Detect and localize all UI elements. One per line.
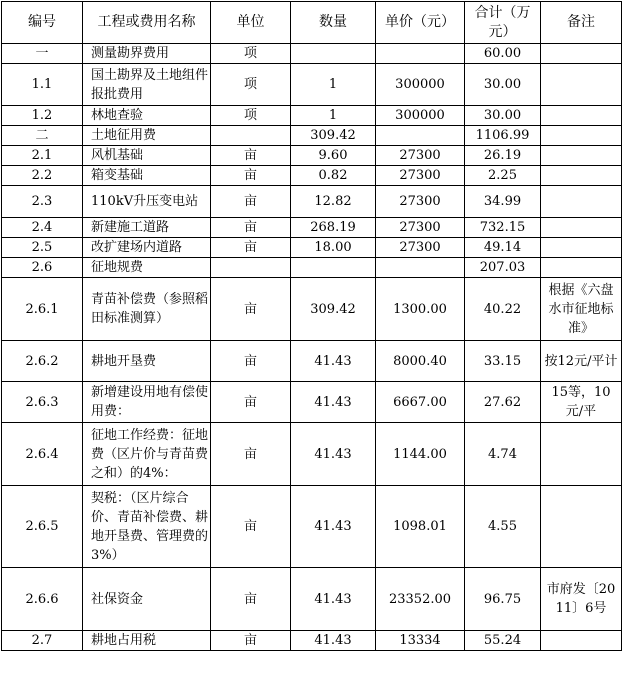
cell-note [541,64,622,106]
cell-qty [291,258,376,278]
cell-unit: 亩 [211,278,291,341]
cell-unit: 亩 [211,486,291,568]
header-qty: 数量 [291,2,376,44]
table-body [2,2,622,651]
table-row [2,126,622,146]
cell-price: 13334 [376,631,465,651]
cell-no: 2.6 [2,258,83,278]
cost-table [1,1,622,651]
cell-name: 测量勘界费用 [83,44,211,64]
cell-price: 8000.40 [376,341,465,382]
cell-note [541,146,622,166]
table-row [2,278,622,341]
table-row [2,166,622,186]
cell-price: 23352.00 [376,568,465,631]
cell-name: 新建施工道路 [83,218,211,238]
table-row [2,382,622,423]
cell-name: 改扩建场内道路 [83,238,211,258]
cell-note: 按12元/平计 [541,341,622,382]
cell-price: 27300 [376,218,465,238]
cell-name: 耕地占用税 [83,631,211,651]
cell-qty: 309.42 [291,126,376,146]
cell-price: 6667.00 [376,382,465,423]
cell-name: 林地查验 [83,106,211,126]
cell-qty: 41.43 [291,486,376,568]
table-row [2,423,622,486]
cell-price: 300000 [376,106,465,126]
header-unit: 单位 [211,2,291,44]
cell-name: 110kV升压变电站 [83,186,211,218]
header-row [2,2,622,44]
cell-price: 27300 [376,186,465,218]
cell-price: 27300 [376,238,465,258]
cell-unit: 亩 [211,568,291,631]
cell-price [376,258,465,278]
cell-qty: 41.43 [291,382,376,423]
cell-qty: 41.43 [291,341,376,382]
cell-no: 2.6.1 [2,278,83,341]
cell-unit [211,126,291,146]
cell-no: 2.6.5 [2,486,83,568]
table-row [2,486,622,568]
cell-total: 49.14 [465,238,541,258]
cell-price: 27300 [376,166,465,186]
cell-qty: 1 [291,106,376,126]
cell-name: 社保资金 [83,568,211,631]
cell-no: 2.2 [2,166,83,186]
header-no: 编号 [2,2,83,44]
cell-note: 15等，10元/平 [541,382,622,423]
cell-qty: 1 [291,64,376,106]
cell-total: 34.99 [465,186,541,218]
table-row [2,64,622,106]
cell-unit: 亩 [211,238,291,258]
cell-unit: 亩 [211,218,291,238]
cell-unit: 亩 [211,382,291,423]
cell-no: 2.5 [2,238,83,258]
cell-unit: 项 [211,44,291,64]
cell-qty: 18.00 [291,238,376,258]
cell-total: 1106.99 [465,126,541,146]
cell-no: 2.6.3 [2,382,83,423]
table-row [2,258,622,278]
cell-name: 风机基础 [83,146,211,166]
cell-total: 4.55 [465,486,541,568]
cell-qty: 9.60 [291,146,376,166]
cell-name: 征地工作经费：征地费（区片价与青苗费之和）的4%： [83,423,211,486]
cell-qty: 12.82 [291,186,376,218]
cell-note: 市府发〔2011〕6号 [541,568,622,631]
table-row [2,218,622,238]
cell-note [541,486,622,568]
cell-name: 耕地开垦费 [83,341,211,382]
cell-name: 新增建设用地有偿使用费： [83,382,211,423]
cell-unit [211,258,291,278]
cell-note [541,106,622,126]
cell-qty: 41.43 [291,423,376,486]
table-row [2,146,622,166]
table-row [2,341,622,382]
table-row [2,186,622,218]
cell-no: 2.6.4 [2,423,83,486]
cell-price: 1300.00 [376,278,465,341]
cell-price [376,44,465,64]
cell-total: 40.22 [465,278,541,341]
cell-qty: 268.19 [291,218,376,238]
cell-note: 根据《六盘水市征地标准》 [541,278,622,341]
cell-unit: 亩 [211,341,291,382]
cell-price: 27300 [376,146,465,166]
cell-name: 征地规费 [83,258,211,278]
cell-name: 国土勘界及土地组件报批费用 [83,64,211,106]
cell-note [541,238,622,258]
cell-note [541,258,622,278]
cell-no: 2.1 [2,146,83,166]
cell-total: 33.15 [465,341,541,382]
cell-price: 300000 [376,64,465,106]
cell-qty: 309.42 [291,278,376,341]
header-price: 单价（元） [376,2,465,44]
cell-total: 27.62 [465,382,541,423]
cell-price: 1144.00 [376,423,465,486]
cell-price [376,126,465,146]
cell-total: 26.19 [465,146,541,166]
cell-unit: 项 [211,106,291,126]
cell-note [541,631,622,651]
cell-no: 一 [2,44,83,64]
cell-qty [291,44,376,64]
cell-no: 2.6.2 [2,341,83,382]
cell-total: 2.25 [465,166,541,186]
cell-no: 2.6.6 [2,568,83,631]
cell-unit: 项 [211,64,291,106]
cell-note [541,126,622,146]
header-name: 工程或费用名称 [83,2,211,44]
header-note: 备注 [541,2,622,44]
cell-note [541,218,622,238]
cell-total: 60.00 [465,44,541,64]
table-row [2,44,622,64]
cell-no: 2.4 [2,218,83,238]
cell-total: 30.00 [465,64,541,106]
cell-qty: 41.43 [291,631,376,651]
cell-no: 2.3 [2,186,83,218]
cell-note [541,186,622,218]
cell-unit: 亩 [211,423,291,486]
table-row [2,238,622,258]
cell-note [541,166,622,186]
cell-no: 1.1 [2,64,83,106]
cell-name: 土地征用费 [83,126,211,146]
cell-total: 732.15 [465,218,541,238]
cell-total: 207.03 [465,258,541,278]
cell-price: 1098.01 [376,486,465,568]
cell-note [541,44,622,64]
cell-name: 青苗补偿费（参照稻田标准测算） [83,278,211,341]
cell-note [541,423,622,486]
cell-unit: 亩 [211,186,291,218]
cell-unit: 亩 [211,631,291,651]
cell-name: 箱变基础 [83,166,211,186]
cell-name: 契税：（区片综合价、青苗补偿费、耕地开垦费、管理费的3%） [83,486,211,568]
cell-total: 55.24 [465,631,541,651]
table-row [2,568,622,631]
header-total: 合计（万元） [465,2,541,44]
table-row [2,631,622,651]
cell-total: 30.00 [465,106,541,126]
cell-unit: 亩 [211,146,291,166]
table-row [2,106,622,126]
cell-qty: 0.82 [291,166,376,186]
cell-no: 2.7 [2,631,83,651]
cell-unit: 亩 [211,166,291,186]
cell-no: 1.2 [2,106,83,126]
cell-total: 96.75 [465,568,541,631]
cell-qty: 41.43 [291,568,376,631]
cell-no: 二 [2,126,83,146]
cell-total: 4.74 [465,423,541,486]
